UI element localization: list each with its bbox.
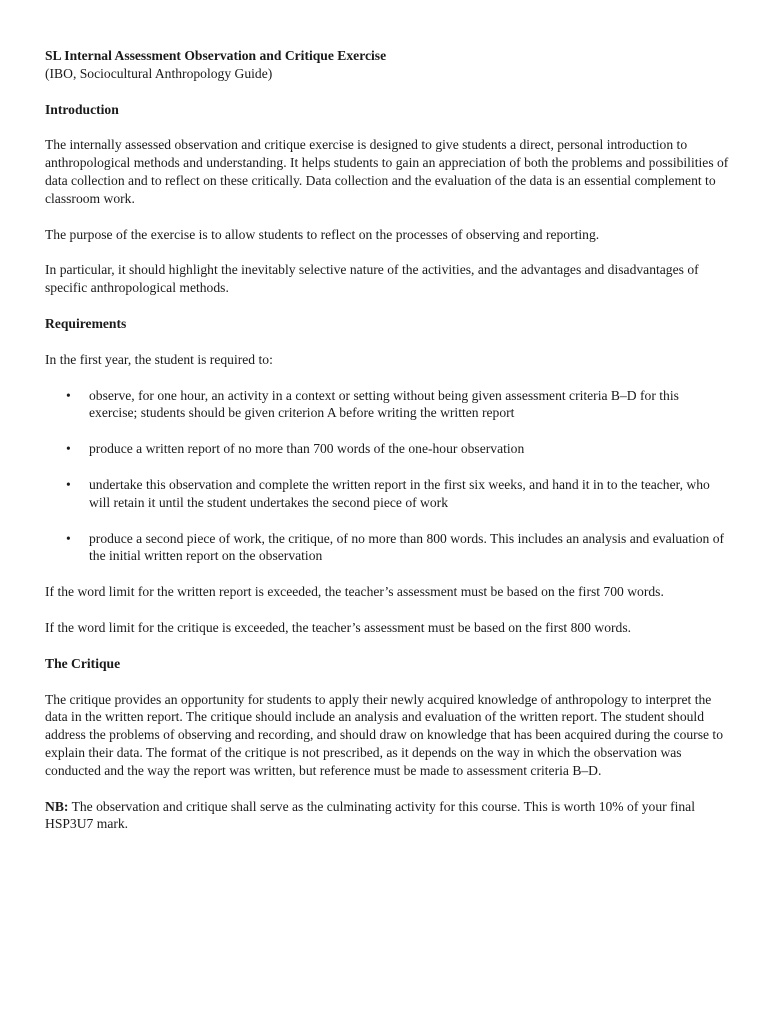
critique-heading: The Critique [45, 655, 121, 671]
bullet-icon: • [66, 441, 71, 457]
critique-paragraph: The critique provides an opportunity for students to apply their newly acquired knowledge of anthropology to interpret the data in the written report. The critique should include an analysis and evaluation of the written report. The student should address the problems of observing and recording, and should draw on knowledge that has been acquired during the course to explain their data. The format of the critique is not prescribed, as it depends on the way in which the observation was conducted and the way the report was written, but reference must be made to assessment criteria B–D. [45, 691, 723, 778]
introduction-paragraph-2: The purpose of the exercise is to allow students to reflect on the processes of observing and reporting. [45, 226, 600, 242]
requirement-text: undertake this observation and complete the written report in the first six weeks, and hand it in to the teacher, who will retain it until the student undertakes the second piece of work [89, 476, 710, 510]
document-subtitle: (IBO, Sociocultural Anthropology Guide) [45, 65, 273, 81]
requirement-item [45, 387, 730, 423]
requirement-text: produce a second piece of work, the critique, of no more than 800 words. This includes an analysis and evaluation of the initial written report on the observation [89, 530, 725, 564]
note-label: NB: [45, 798, 69, 814]
bullet-icon: • [66, 530, 71, 546]
introduction-heading: Introduction [45, 101, 119, 117]
requirements-lead: In the first year, the student is required to: [45, 351, 273, 367]
document-body [45, 47, 730, 851]
requirement-text: produce a written report of no more than 700 words of the one-hour observation [89, 441, 525, 457]
requirement-text: observe, for one hour, an activity in a context or setting without being given assessment criteria B–D for this exercise; students should be given criterion A before writing the written report [89, 387, 679, 421]
requirement-item [45, 476, 730, 512]
document-title: SL Internal Assessment Observation and Critique Exercise [45, 48, 387, 63]
note-paragraph [45, 798, 730, 834]
requirement-item [45, 440, 730, 458]
requirements-heading: Requirements [45, 315, 127, 331]
requirement-item [45, 530, 730, 566]
word-limit-report-paragraph: If the word limit for the written report is exceeded, the teacher’s assessment must be based on the first 700 words. [45, 584, 664, 600]
note-text: The observation and critique shall serve as the culminating activity for this course. This is worth 10% of your final HSP3U7 mark. [45, 798, 695, 832]
requirements-list [45, 387, 730, 566]
introduction-paragraph-1: The internally assessed observation and critique exercise is designed to give students a direct, personal introduction to anthropological methods and understanding. It helps students to gain an appreciation of both the problems and possibilities of data collection and to reflect on these critically. Data collection and the evaluation of the data is an essential complement to classroom work. [45, 137, 729, 206]
bullet-icon: • [66, 387, 71, 403]
introduction-paragraph-3: In particular, it should highlight the inevitably selective nature of the activities, and the advantages and disadvantages of specific anthropological methods. [45, 262, 699, 296]
bullet-icon: • [66, 476, 71, 492]
word-limit-critique-paragraph: If the word limit for the critique is exceeded, the teacher’s assessment must be based on the first 800 words. [45, 619, 632, 635]
